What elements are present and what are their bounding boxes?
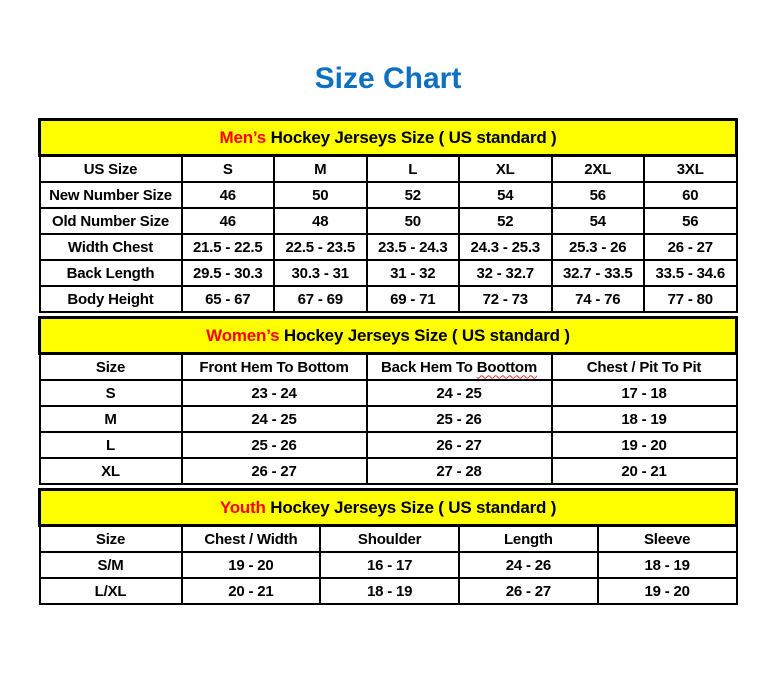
row-label: L/XL [40,578,182,604]
value-cell: 26 - 27 [367,432,552,458]
value-cell: 46 [182,208,275,234]
youth-header-row [40,526,737,553]
value-cell: 23.5 - 24.3 [367,234,460,260]
row-label: S/M [40,552,182,578]
mens-title-accent: Men’s [219,127,267,147]
mens-header-row [40,156,737,183]
value-cell: 24 - 26 [459,552,598,578]
value-cell: 32 - 32.7 [459,260,552,286]
womens-title-rest: Hockey Jerseys Size ( US standard ) [279,325,570,345]
value-cell: 25 - 26 [367,406,552,432]
mens-header-cell: M [274,156,367,183]
value-cell: 25.3 - 26 [552,234,645,260]
row-label: L [40,432,182,458]
value-cell: 16 - 17 [320,552,459,578]
table-row [40,578,737,604]
mens-title-rest: Hockey Jerseys Size ( US standard ) [266,127,557,147]
value-cell: 46 [182,182,275,208]
value-cell: 33.5 - 34.6 [644,260,737,286]
value-cell: 18 - 19 [598,552,737,578]
value-cell: 18 - 19 [552,406,737,432]
womens-table-title [40,318,737,354]
table-row [40,260,737,286]
value-cell: 74 - 76 [552,286,645,312]
table-row [40,182,737,208]
value-cell: 31 - 32 [367,260,460,286]
value-cell: 20 - 21 [552,458,737,484]
youth-header-cell: Size [40,526,182,553]
value-cell: 24 - 25 [182,406,367,432]
youth-title-accent: Youth [219,497,266,517]
table-row [40,380,737,406]
row-label: New Number Size [40,182,182,208]
youth-header-cell: Chest / Width [182,526,321,553]
table-row [40,432,737,458]
value-cell: 24 - 25 [367,380,552,406]
womens-header-cell: Front Hem To Bottom [182,354,367,381]
value-cell: 54 [459,182,552,208]
page-title: Size Chart [314,62,462,95]
misspelled-word: Boottom [476,358,537,376]
mens-band-row [40,120,737,156]
youth-band-row [40,490,737,526]
row-label: XL [40,458,182,484]
womens-title-accent: Women’s [206,325,280,345]
womens-header-cell: Chest / Pit To Pit [552,354,737,381]
youth-size-table [38,488,738,605]
youth-header-cell: Length [459,526,598,553]
value-cell: 52 [367,182,460,208]
table-row [40,458,737,484]
value-cell: 65 - 67 [182,286,275,312]
row-label: S [40,380,182,406]
value-cell: 26 - 27 [182,458,367,484]
value-cell: 54 [552,208,645,234]
table-row [40,208,737,234]
youth-table-title [40,490,737,526]
womens-header-row [40,354,737,381]
value-cell: 25 - 26 [182,432,367,458]
mens-header-cell: XL [459,156,552,183]
row-label: M [40,406,182,432]
value-cell: 52 [459,208,552,234]
back-hem-label: Back Hem To [381,358,477,376]
value-cell: 48 [274,208,367,234]
row-label: Body Height [40,286,182,312]
value-cell: 19 - 20 [598,578,737,604]
mens-header-cell: S [182,156,275,183]
youth-header-cell: Sleeve [598,526,737,553]
youth-header-cell: Shoulder [320,526,459,553]
value-cell: 18 - 19 [320,578,459,604]
mens-table-title [40,120,737,156]
value-cell: 69 - 71 [367,286,460,312]
value-cell: 19 - 20 [182,552,321,578]
youth-title-rest: Hockey Jerseys Size ( US standard ) [265,497,557,517]
value-cell: 72 - 73 [459,286,552,312]
value-cell: 17 - 18 [552,380,737,406]
mens-header-cell: 2XL [552,156,645,183]
value-cell: 23 - 24 [182,380,367,406]
value-cell: 26 - 27 [459,578,598,604]
row-label: Width Chest [40,234,182,260]
value-cell: 56 [552,182,645,208]
womens-size-table [38,316,738,485]
womens-band-row [40,318,737,354]
row-label: Back Length [40,260,182,286]
mens-header-cell: 3XL [644,156,737,183]
value-cell: 19 - 20 [552,432,737,458]
value-cell: 30.3 - 31 [274,260,367,286]
value-cell: 29.5 - 30.3 [182,260,275,286]
table-row [40,552,737,578]
table-row [40,234,737,260]
row-label: Old Number Size [40,208,182,234]
value-cell: 67 - 69 [274,286,367,312]
value-cell: 26 - 27 [644,234,737,260]
value-cell: 22.5 - 23.5 [274,234,367,260]
value-cell: 20 - 21 [182,578,321,604]
value-cell: 56 [644,208,737,234]
mens-size-table [38,118,738,313]
mens-header-cell: US Size [40,156,182,183]
value-cell: 24.3 - 25.3 [459,234,552,260]
value-cell: 50 [274,182,367,208]
table-row [40,286,737,312]
value-cell: 77 - 80 [644,286,737,312]
table-row [40,406,737,432]
value-cell: 50 [367,208,460,234]
value-cell: 27 - 28 [367,458,552,484]
womens-header-cell: Size [40,354,182,381]
value-cell: 60 [644,182,737,208]
value-cell: 21.5 - 22.5 [182,234,275,260]
mens-header-cell: L [367,156,460,183]
value-cell: 32.7 - 33.5 [552,260,645,286]
womens-header-cell [367,354,552,381]
